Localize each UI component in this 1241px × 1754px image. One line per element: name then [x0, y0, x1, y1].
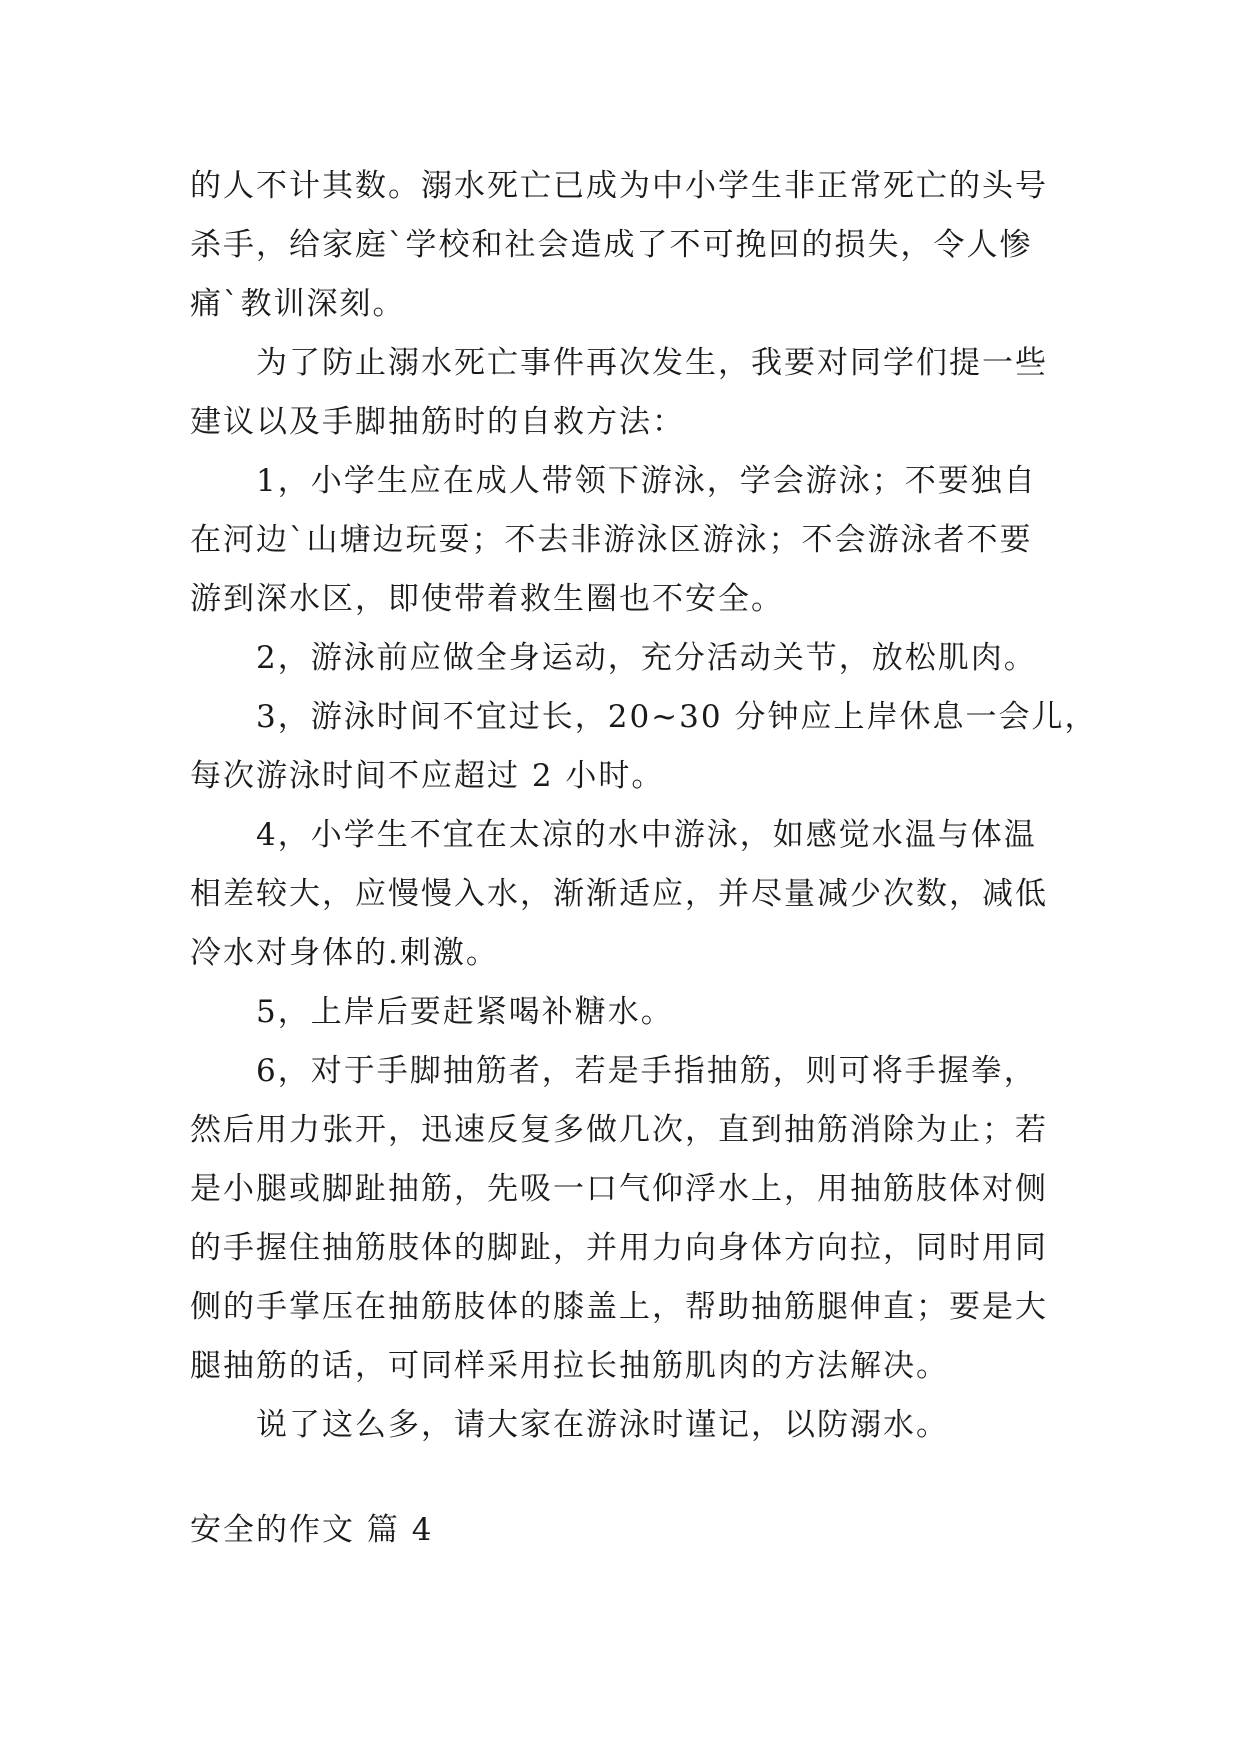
list-item-line: 每次游泳时间不应超过 2 小时。: [190, 758, 665, 794]
list-item-line: 的手握住抽筋肢体的脚趾，并用力向身体方向拉，同时用同: [190, 1230, 1048, 1266]
list-item-line: 游到深水区，即使带着救生圈也不安全。: [190, 581, 784, 617]
list-item-line: 2，游泳前应做全身运动，充分活动关节，放松肌肉。: [256, 640, 1037, 676]
paragraph-line: 为了防止溺水死亡事件再次发生，我要对同学们提一些: [256, 345, 1048, 381]
list-item-line: 3，游泳时间不宜过长，20~30 分钟应上岸休息一会儿，: [256, 699, 1098, 735]
paragraph-line: 建议以及手脚抽筋时的自救方法：: [190, 404, 685, 440]
list-item-line: 腿抽筋的话，可同样采用拉长抽筋肌肉的方法解决。: [190, 1348, 949, 1384]
list-item-line: 是小腿或脚趾抽筋，先吸一口气仰浮水上，用抽筋肢体对侧: [190, 1171, 1048, 1207]
paragraph-line: 杀手，给家庭`学校和社会造成了不可挽回的损失，令人惨: [190, 227, 1033, 263]
closing-line: 说了这么多，请大家在游泳时谨记，以防溺水。: [256, 1407, 949, 1443]
list-item-line: 4，小学生不宜在太凉的水中游泳，如感觉水温与体温: [256, 817, 1037, 853]
section-heading: 安全的作文 篇 4: [190, 1512, 434, 1548]
list-item-line: 在河边`山塘边玩耍；不去非游泳区游泳；不会游泳者不要: [190, 522, 1033, 558]
list-item-line: 1，小学生应在成人带领下游泳，学会游泳；不要独自: [256, 463, 1037, 499]
paragraph-line: 痛`教训深刻。: [190, 286, 406, 322]
list-item-line: 冷水对身体的.刺激。: [190, 935, 499, 971]
list-item-line: 侧的手掌压在抽筋肢体的膝盖上，帮助抽筋腿伸直；要是大: [190, 1289, 1048, 1325]
paragraph-line: 的人不计其数。溺水死亡已成为中小学生非正常死亡的头号: [190, 168, 1048, 204]
list-item-line: 然后用力张开，迅速反复多做几次，直到抽筋消除为止；若: [190, 1112, 1048, 1148]
list-item-line: 6，对于手脚抽筋者，若是手指抽筋，则可将手握拳，: [256, 1053, 1037, 1089]
list-item-line: 5，上岸后要赶紧喝补糖水。: [256, 994, 674, 1030]
list-item-line: 相差较大，应慢慢入水，渐渐适应，并尽量减少次数，减低: [190, 876, 1048, 912]
